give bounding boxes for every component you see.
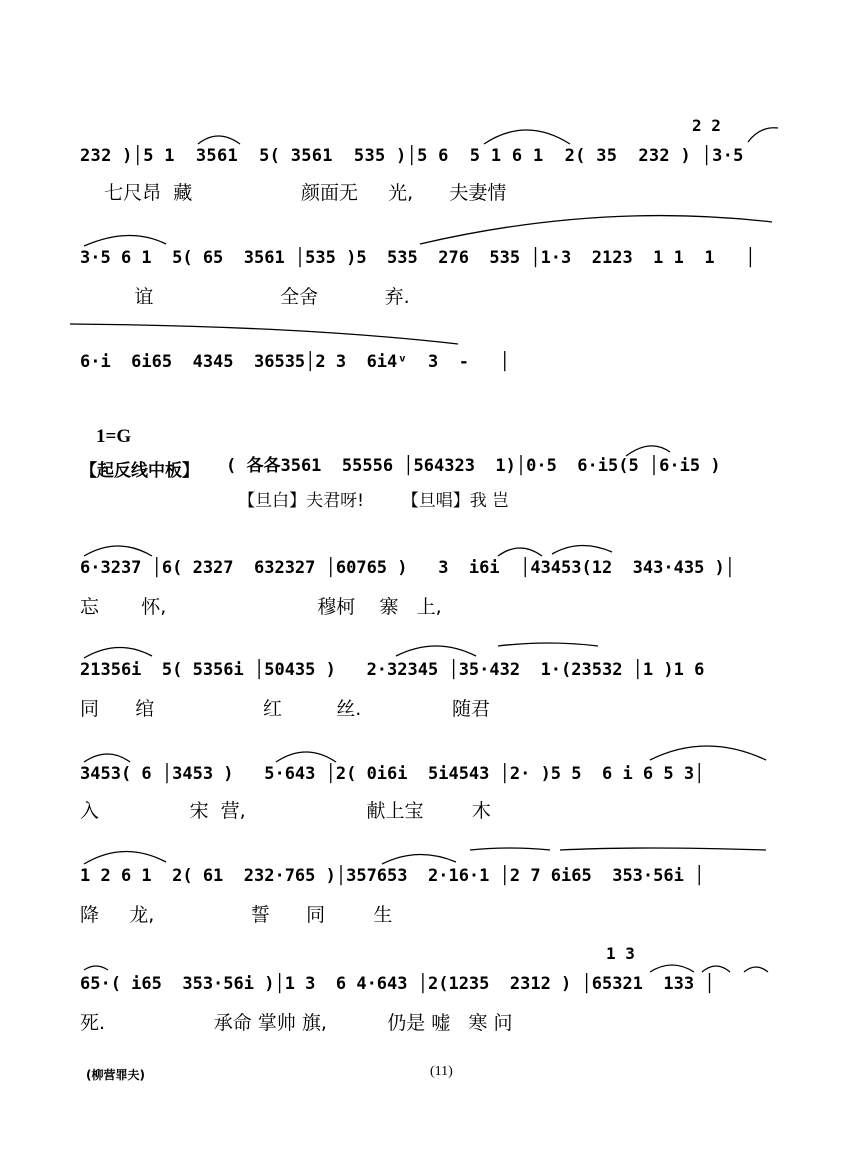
page-number: (11) — [430, 1064, 453, 1079]
key-signature: 1=G — [96, 426, 132, 447]
lyric-line-5: 忘 怀, 穆柯 寨 上, — [80, 596, 442, 618]
footer-opera-title: (柳营罪夫) — [86, 1068, 145, 1082]
lyric-line-8: 降 龙, 誓 同 生 — [80, 904, 393, 926]
notation-line-5: 6·3237 │6( 2327 632327 │60765 ) 3 i6i │43453(12 343·435 )│ — [80, 558, 736, 578]
notation-line-4: ( 各各3561 55556 │564323 1)│0·5 6·i5(5 │6·i5 ) — [226, 456, 721, 476]
notation-line-9: 65·( i65 353·56i )│1 3 6 4·643 │2(1235 2312 ) │65321 133 │ — [80, 974, 715, 994]
notation-line-2: 3·5 6 1 5( 65 3561 │535 )5 535 276 535 │1·3 2123 1 1 1 │ — [80, 248, 756, 268]
section-heading: 【起反线中板】 — [80, 461, 199, 481]
notation-line-6: 21356i 5( 5356i │50435 ) 2·32345 │35·432 1·(23532 │1 )1 6 — [80, 660, 705, 680]
lyric-line-7: 入 宋 营, 献上宝 木 — [80, 800, 491, 822]
lyric-line-2: 谊 全舍 弃. — [80, 286, 410, 308]
lyric-line-4: 【旦白】夫君呀! 【旦唱】我 岂 — [130, 491, 510, 511]
lyric-line-6: 同 绾 红 丝. 随君 — [80, 698, 490, 720]
notation-line-1: 232 )│5 1 3561 5( 3561 535 )│5 6 5 1 6 1 2( 35 232 ) │3·5 — [80, 146, 744, 166]
volta-marker-1: 2 2 — [692, 116, 721, 135]
notation-line-8: 1 2 6 1 2( 61 232·765 )│357653 2·16·1 │2 7 6i65 353·56i │ — [80, 866, 705, 886]
lyric-line-9: 死. 承命 掌帅 旗, 仍是 嘘 寒 问 — [80, 1012, 513, 1034]
notation-line-3: 6·i 6i65 4345 36535│2 3 6i4ᵛ 3 - │ — [80, 352, 510, 372]
lyric-line-1: 七尺昂 藏 颜面无 光, 夫妻情 — [80, 182, 507, 204]
notation-line-7: 3453( 6 │3453 ) 5·643 │2( 0i6i 5i4543 │2· )5 5 6 i 6 5 3│ — [80, 764, 705, 784]
volta-marker-2: 1 3 — [606, 944, 635, 963]
